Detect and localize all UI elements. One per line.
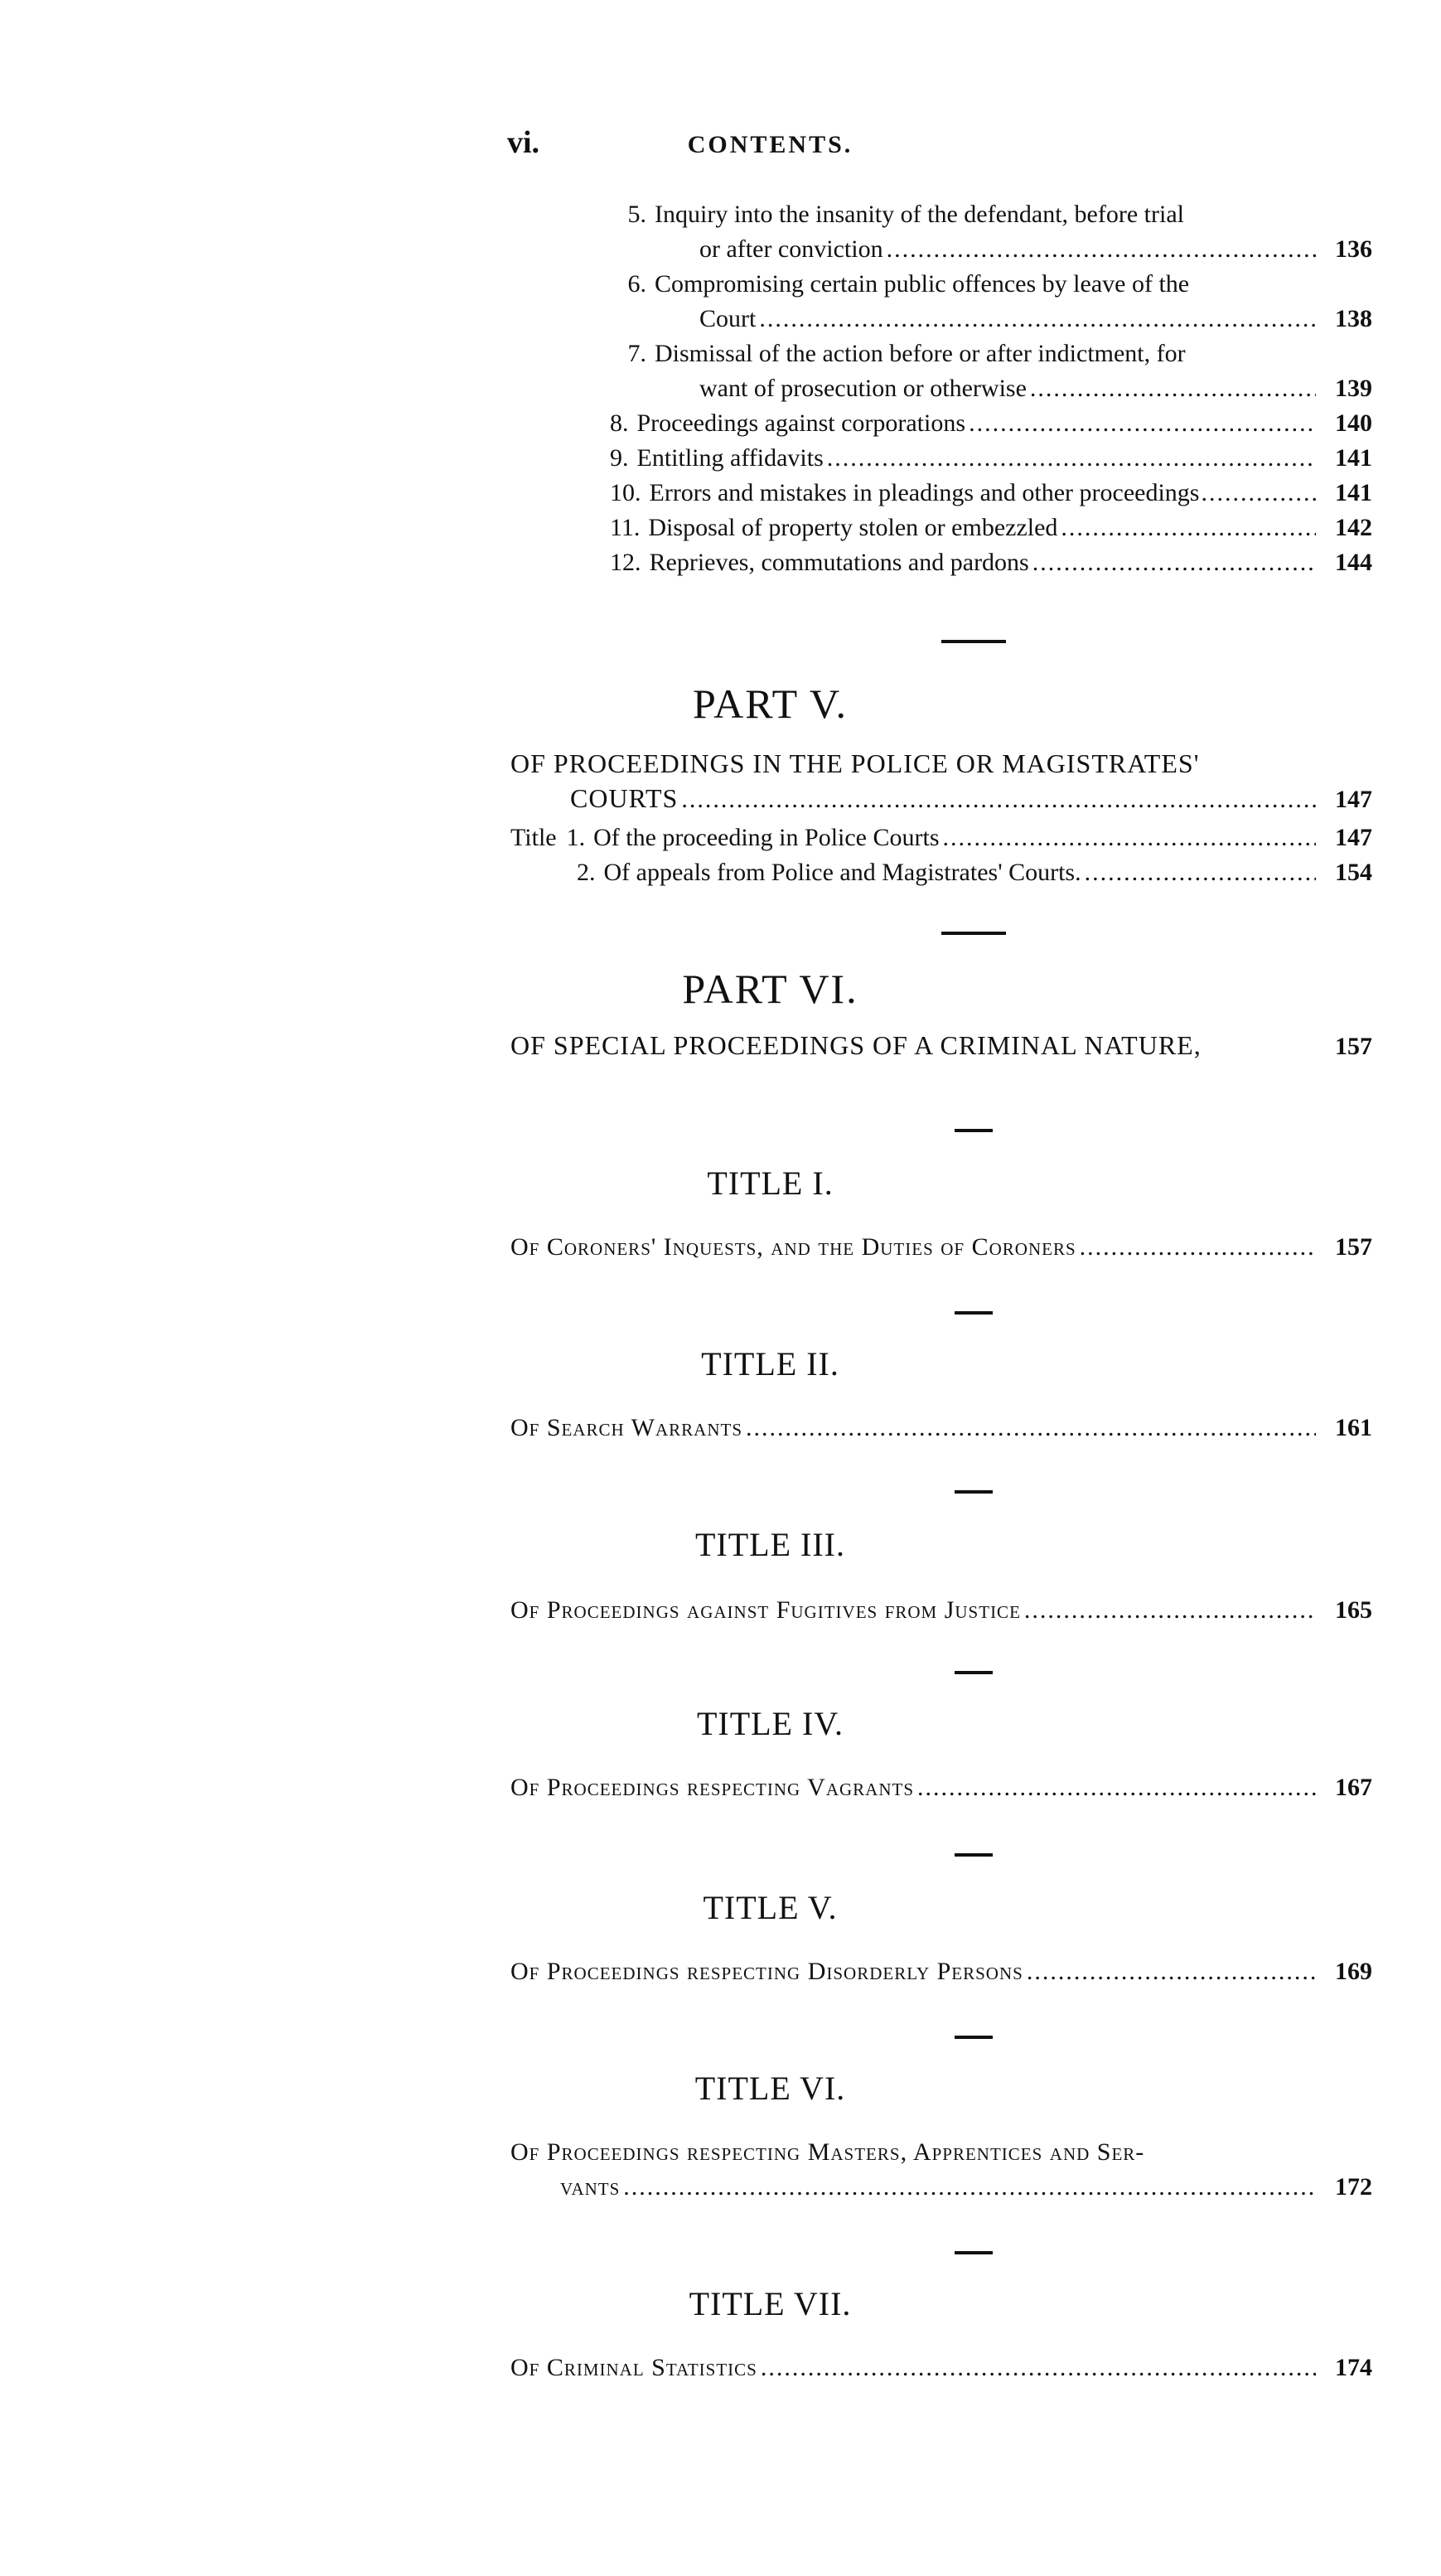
section-rule	[941, 932, 1006, 935]
title-heading: TITLE V.	[703, 1889, 838, 1926]
entry-text: Of the proceeding in Police Courts	[593, 824, 940, 851]
toc-entry	[510, 1954, 1372, 1989]
entry-text: Proceedings against corporations	[636, 409, 966, 437]
entry-number: 10.	[610, 479, 641, 506]
part5-entries	[510, 746, 1372, 890]
section-rule	[955, 1671, 993, 1674]
page-number: vi.	[507, 125, 540, 160]
entry-page: 141	[1335, 479, 1372, 506]
leader-dots	[746, 1411, 1316, 1445]
entry-number: 5.	[627, 201, 646, 228]
entry-page: 138	[1335, 305, 1372, 332]
entry-page: 172	[1335, 2173, 1372, 2201]
toc-entry	[510, 1411, 1372, 1445]
toc-entry	[610, 406, 1372, 441]
entry-text-cont: vants	[560, 2173, 621, 2201]
toc-entry	[610, 267, 1372, 337]
leader-dots	[827, 441, 1316, 476]
entry-text: Of Proceedings respecting Masters, Apprentices and Ser-	[510, 2138, 1145, 2166]
entry-page: 144	[1335, 549, 1372, 576]
toc-entry	[510, 1593, 1372, 1628]
entry-text: Of appeals from Police and Magistrates' Courts.	[603, 859, 1081, 886]
toc-entry	[610, 441, 1372, 476]
leader-dots	[1080, 1230, 1316, 1265]
title-heading: TITLE VII.	[689, 2285, 852, 2322]
leader-dots	[1201, 476, 1318, 511]
entry-text-cont: COURTS	[570, 783, 679, 813]
toc-entry	[610, 511, 1372, 545]
entry-text-cont: or after conviction	[699, 235, 883, 263]
entry-page: 165	[1335, 1596, 1372, 1624]
entry-text-cont: Court	[699, 305, 757, 332]
entry-page: 174	[1335, 2354, 1372, 2381]
leader-dots	[681, 782, 1316, 817]
leader-dots	[1032, 545, 1316, 580]
entry-number: 6.	[627, 270, 646, 298]
leader-dots	[1024, 1593, 1316, 1628]
leader-dots	[1030, 371, 1316, 406]
entry-text: OF SPECIAL PROCEEDINGS OF A CRIMINAL NATURE,	[510, 1030, 1202, 1060]
title-heading: TITLE IV.	[696, 1705, 844, 1742]
leader-dots	[917, 1770, 1316, 1805]
entry-text: Of Proceedings against Fugitives from Justice	[510, 1596, 1021, 1624]
entry-page: 136	[1335, 235, 1372, 263]
section-rule	[941, 640, 1006, 643]
entry-number: 12.	[610, 549, 641, 576]
leader-dots	[1027, 1954, 1316, 1989]
leader-dots	[1061, 511, 1316, 545]
title-entry-block	[510, 1770, 1372, 1805]
leader-dots	[623, 2170, 1316, 2205]
entry-page: 140	[1335, 409, 1372, 437]
toc-entry	[510, 2351, 1372, 2385]
section-rule	[955, 2251, 993, 2254]
entry-text: Of Search Warrants	[510, 1414, 742, 1441]
entry-number: 9.	[610, 444, 629, 472]
entry-text: Dismissal of the action before or after indictment, for	[655, 340, 1186, 367]
entry-page: 169	[1335, 1958, 1372, 1985]
part-heading: PART V.	[692, 680, 849, 727]
entry-text: Of Proceedings respecting Disorderly Persons	[510, 1958, 1023, 1985]
running-head: CONTENTS.	[687, 131, 853, 158]
entry-number: 2.	[577, 859, 596, 886]
entry-text: Of Coroners' Inquests, and the Duties of Coroners	[510, 1233, 1076, 1261]
entry-page: 161	[1335, 1414, 1372, 1441]
leader-dots	[761, 2351, 1316, 2385]
entry-page: 139	[1335, 375, 1372, 402]
toc-entry	[610, 545, 1372, 580]
title-entry-block	[510, 1411, 1372, 1445]
title-entry-block	[510, 1593, 1372, 1628]
entry-text: Inquiry into the insanity of the defendant, before trial	[655, 201, 1184, 228]
leader-dots	[1085, 855, 1316, 890]
entry-text: Entitling affidavits	[636, 444, 824, 472]
toc-entry	[510, 821, 1372, 855]
entry-page: 141	[1335, 444, 1372, 472]
entry-page: 147	[1335, 824, 1372, 851]
entry-page: 147	[1335, 786, 1372, 813]
entry-text-cont: want of prosecution or otherwise	[699, 375, 1027, 402]
toc-entry	[610, 337, 1372, 406]
entry-text: Reprieves, commutations and pardons	[649, 549, 1029, 576]
title-prefix: Title	[510, 824, 557, 851]
part-heading: PART VI.	[682, 966, 858, 1012]
title-entry-block	[510, 1230, 1372, 1265]
entry-page: 157	[1335, 1233, 1372, 1261]
entry-text: Errors and mistakes in pleadings and other proceedings	[649, 479, 1200, 506]
toc-entry	[510, 746, 1372, 817]
entry-page: 154	[1335, 859, 1372, 886]
section-rule	[955, 2036, 993, 2039]
title-heading: TITLE II.	[701, 1345, 839, 1382]
toc-entry	[610, 197, 1372, 267]
title-heading: TITLE III.	[694, 1526, 845, 1563]
part6-entries	[510, 1028, 1372, 1064]
title-heading: TITLE VI.	[694, 2070, 846, 2107]
entry-number: 7.	[627, 340, 646, 367]
entry-page: 167	[1335, 1774, 1372, 1801]
leader-dots	[887, 232, 1316, 267]
toc-entry	[510, 1230, 1372, 1265]
title-heading: TITLE I.	[707, 1165, 834, 1202]
section-rule	[955, 1853, 993, 1857]
entry-text: Disposal of property stolen or embezzled	[648, 514, 1058, 541]
leader-dots	[759, 302, 1316, 337]
toc-entry	[510, 2135, 1372, 2205]
title-entry-block	[510, 2351, 1372, 2385]
title-entry-block	[510, 2135, 1372, 2205]
part4-entries	[610, 197, 1372, 580]
leader-dots	[943, 821, 1316, 855]
toc-entry	[610, 476, 1372, 511]
section-rule	[955, 1490, 993, 1494]
entry-number: 11.	[610, 514, 641, 541]
title-entry-block	[510, 1954, 1372, 1989]
entry-number: 8.	[610, 409, 629, 437]
leader-dots	[969, 406, 1316, 441]
entry-text: Of Proceedings respecting Vagrants	[510, 1774, 915, 1801]
toc-entry	[510, 1770, 1372, 1805]
section-rule	[955, 1311, 993, 1315]
entry-number: 1.	[566, 824, 586, 851]
entry-page: 157	[1335, 1033, 1372, 1060]
toc-entry	[510, 855, 1372, 890]
entry-page: 142	[1335, 514, 1372, 541]
section-rule	[955, 1129, 993, 1132]
toc-entry	[510, 1028, 1372, 1064]
entry-text: Compromising certain public offences by leave of the	[655, 270, 1190, 298]
entry-text: Of Criminal Statistics	[510, 2354, 757, 2381]
entry-text: OF PROCEEDINGS IN THE POLICE OR MAGISTRATES'	[510, 748, 1200, 778]
